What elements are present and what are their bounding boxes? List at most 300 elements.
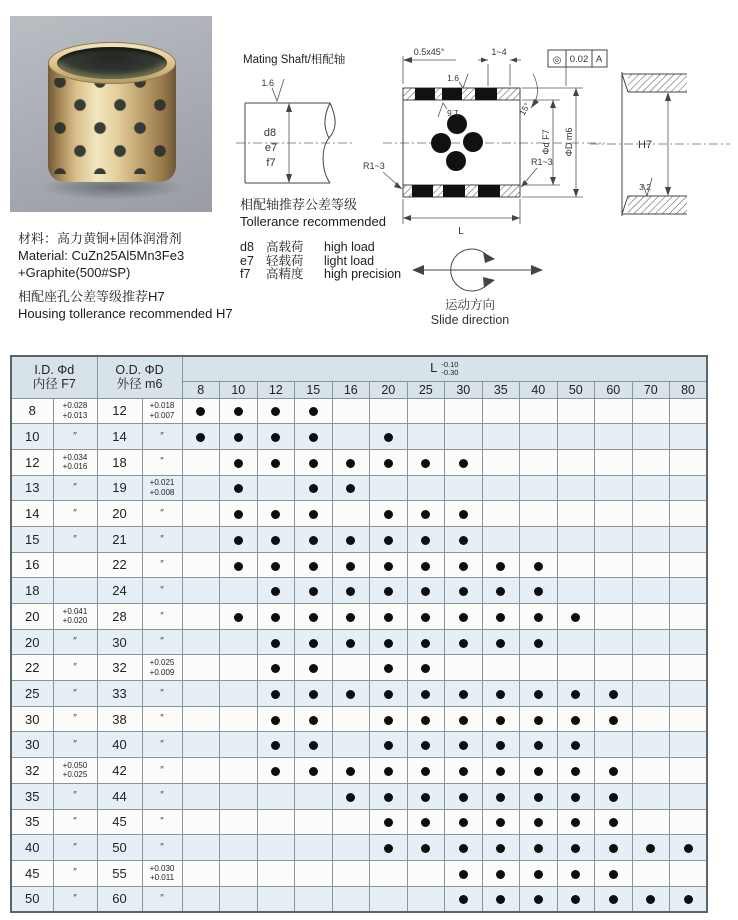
od-tol-cell: ″ <box>142 552 182 578</box>
availability-cell <box>220 681 258 707</box>
availability-cell <box>520 783 558 809</box>
availability-cell <box>407 860 445 886</box>
availability-cell <box>520 578 558 604</box>
od-cell: 21 <box>97 526 142 552</box>
availability-cell <box>557 732 595 758</box>
availability-cell <box>295 655 333 681</box>
id-tol-cell: ″ <box>53 809 97 835</box>
available-dot <box>309 484 318 493</box>
available-dot <box>534 767 543 776</box>
availability-cell <box>407 424 445 450</box>
availability-cell <box>332 475 370 501</box>
available-dot <box>421 587 430 596</box>
availability-cell <box>520 860 558 886</box>
available-dot <box>534 690 543 699</box>
id-cell: 15 <box>11 526 53 552</box>
length-header-cell: 40 <box>520 381 558 398</box>
availability-cell <box>557 475 595 501</box>
table-row <box>11 552 707 578</box>
availability-cell <box>632 835 670 861</box>
available-dot <box>271 510 280 519</box>
available-dot <box>346 536 355 545</box>
available-dot <box>459 767 468 776</box>
availability-cell <box>557 681 595 707</box>
length-column-header <box>182 356 707 381</box>
availability-cell <box>632 449 670 475</box>
availability-cell <box>557 424 595 450</box>
availability-cell <box>520 809 558 835</box>
available-dot <box>459 459 468 468</box>
available-dot <box>421 818 430 827</box>
available-dot <box>534 613 543 622</box>
availability-cell <box>482 604 520 630</box>
id-tol-cell: +0.041 +0.020 <box>53 604 97 630</box>
available-dot <box>496 793 505 802</box>
availability-cell <box>520 475 558 501</box>
table-row <box>11 860 707 886</box>
od-tol-cell: ″ <box>142 681 182 707</box>
available-dot <box>571 690 580 699</box>
availability-cell <box>557 809 595 835</box>
bushing-top-face <box>48 42 176 84</box>
available-dot <box>309 613 318 622</box>
table-row <box>11 732 707 758</box>
availability-cell <box>332 552 370 578</box>
availability-cell <box>670 681 708 707</box>
grade-en: high load <box>324 240 375 254</box>
availability-cell <box>482 629 520 655</box>
available-dot <box>271 716 280 725</box>
bore-dim-label: Φd F7 <box>541 129 551 155</box>
availability-cell <box>295 629 333 655</box>
id-cell: 35 <box>11 809 53 835</box>
availability-cell <box>257 398 295 424</box>
od-dim-label: ΦD m6 <box>564 127 574 157</box>
available-dot <box>196 433 205 442</box>
available-dot <box>496 767 505 776</box>
shaft-finish-icon: 1.6 <box>261 78 274 88</box>
availability-cell <box>295 552 333 578</box>
available-dot <box>234 613 243 622</box>
available-dot <box>646 895 655 904</box>
availability-cell <box>332 449 370 475</box>
available-dot <box>534 639 543 648</box>
availability-cell <box>332 681 370 707</box>
available-dot <box>609 844 618 853</box>
available-dot <box>459 613 468 622</box>
availability-cell <box>595 449 633 475</box>
availability-cell <box>370 732 408 758</box>
availability-cell <box>332 783 370 809</box>
availability-cell <box>182 552 220 578</box>
length-header-cell: 35 <box>482 381 520 398</box>
available-dot <box>496 741 505 750</box>
availability-cell <box>370 706 408 732</box>
availability-cell <box>445 501 483 527</box>
id-cell: 35 <box>11 783 53 809</box>
available-dot <box>384 536 393 545</box>
available-dot <box>271 664 280 673</box>
od-tol-cell: ″ <box>142 706 182 732</box>
available-dot <box>309 716 318 725</box>
availability-cell <box>332 398 370 424</box>
od-cell: 14 <box>97 424 142 450</box>
available-dot <box>571 716 580 725</box>
table-row <box>11 655 707 681</box>
availability-cell <box>182 398 220 424</box>
table-row <box>11 424 707 450</box>
availability-cell <box>445 783 483 809</box>
availability-cell <box>220 398 258 424</box>
available-dot <box>684 895 693 904</box>
availability-cell <box>182 809 220 835</box>
availability-cell <box>670 860 708 886</box>
housing-drawing-svg <box>590 38 738 253</box>
available-dot <box>309 664 318 673</box>
availability-cell <box>520 449 558 475</box>
availability-cell <box>670 758 708 784</box>
availability-cell <box>482 449 520 475</box>
availability-cell <box>295 706 333 732</box>
availability-cell <box>257 758 295 784</box>
available-dot <box>234 484 243 493</box>
available-dot <box>309 510 318 519</box>
availability-cell <box>370 886 408 912</box>
available-dot <box>609 818 618 827</box>
availability-cell <box>295 758 333 784</box>
available-dot <box>646 844 655 853</box>
availability-cell <box>332 886 370 912</box>
available-dot <box>309 407 318 416</box>
availability-cell <box>520 629 558 655</box>
availability-cell <box>295 835 333 861</box>
od-tol-cell: +0.030 +0.011 <box>142 860 182 886</box>
length-header-cell: 25 <box>407 381 445 398</box>
available-dot <box>384 793 393 802</box>
od-cell: 55 <box>97 860 142 886</box>
od-cell: 30 <box>97 629 142 655</box>
availability-cell <box>220 758 258 784</box>
availability-cell <box>332 732 370 758</box>
availability-cell <box>295 783 333 809</box>
id-tol-cell: ″ <box>53 655 97 681</box>
availability-cell <box>257 783 295 809</box>
available-dot <box>421 741 430 750</box>
grade-code: e7 <box>240 253 254 268</box>
grade-cn: 高精度 <box>266 267 304 281</box>
availability-cell <box>557 706 595 732</box>
availability-cell <box>220 809 258 835</box>
availability-cell <box>445 655 483 681</box>
available-dot <box>234 536 243 545</box>
length-header-cell: 16 <box>332 381 370 398</box>
available-dot <box>571 895 580 904</box>
available-dot <box>384 741 393 750</box>
length-header-cell: 30 <box>445 381 483 398</box>
availability-cell <box>182 835 220 861</box>
available-dot <box>534 818 543 827</box>
id-tol-cell: ″ <box>53 629 97 655</box>
available-dot <box>309 562 318 571</box>
available-dot <box>459 895 468 904</box>
length-header-cell: 12 <box>257 381 295 398</box>
availability-cell <box>182 449 220 475</box>
available-dot <box>346 587 355 596</box>
chamfer-dim: 0.5x45° <box>413 47 445 57</box>
availability-cell <box>632 578 670 604</box>
availability-cell <box>220 552 258 578</box>
available-dot <box>459 818 468 827</box>
od-cell: 32 <box>97 655 142 681</box>
length-header-cell: 60 <box>595 381 633 398</box>
available-dot <box>234 459 243 468</box>
available-dot <box>384 562 393 571</box>
od-cell: 42 <box>97 758 142 784</box>
availability-cell <box>445 398 483 424</box>
availability-cell <box>520 501 558 527</box>
od-column-header <box>97 356 182 398</box>
availability-cell <box>332 604 370 630</box>
available-dot <box>309 639 318 648</box>
table-row <box>11 501 707 527</box>
available-dot <box>309 536 318 545</box>
availability-cell <box>595 526 633 552</box>
available-dot <box>421 536 430 545</box>
length-tol-lower: -0.30 <box>441 368 459 378</box>
availability-cell <box>670 886 708 912</box>
available-dot <box>421 844 430 853</box>
availability-cell <box>370 526 408 552</box>
availability-cell <box>182 578 220 604</box>
od-tol-cell: ″ <box>142 732 182 758</box>
availability-cell <box>445 860 483 886</box>
availability-cell <box>520 886 558 912</box>
availability-cell <box>482 758 520 784</box>
od-tol-cell: ″ <box>142 783 182 809</box>
availability-cell <box>220 629 258 655</box>
availability-cell <box>445 578 483 604</box>
table-row <box>11 835 707 861</box>
slide-direction-cn: 运动方向 <box>444 298 496 312</box>
id-tol-cell: ″ <box>53 526 97 552</box>
available-dot <box>534 895 543 904</box>
availability-cell <box>595 783 633 809</box>
availability-cell <box>370 783 408 809</box>
availability-cell <box>407 706 445 732</box>
availability-cell <box>332 629 370 655</box>
availability-cell <box>670 629 708 655</box>
available-dot <box>571 793 580 802</box>
length-dim-label: L <box>458 226 464 237</box>
availability-cell <box>670 526 708 552</box>
availability-cell <box>370 681 408 707</box>
availability-cell <box>407 552 445 578</box>
mating-shaft-title: Mating Shaft/相配轴 <box>243 54 346 66</box>
available-dot <box>421 613 430 622</box>
id-cell: 18 <box>11 578 53 604</box>
id-header-line1: I.D. Φd <box>34 363 75 378</box>
availability-cell <box>595 758 633 784</box>
availability-cell <box>257 578 295 604</box>
available-dot <box>346 459 355 468</box>
size-table-body <box>11 398 707 912</box>
availability-cell <box>182 501 220 527</box>
table-row <box>11 681 707 707</box>
availability-cell <box>332 526 370 552</box>
id-tol-cell: +0.050 +0.025 <box>53 758 97 784</box>
availability-cell <box>557 552 595 578</box>
availability-cell <box>482 526 520 552</box>
availability-cell <box>520 655 558 681</box>
availability-cell <box>520 681 558 707</box>
availability-cell <box>595 655 633 681</box>
availability-cell <box>595 629 633 655</box>
availability-cell <box>182 475 220 501</box>
available-dot <box>384 767 393 776</box>
availability-cell <box>557 526 595 552</box>
housing-recommend-cn: 相配座孔公差等级推荐H7 <box>18 289 165 304</box>
availability-cell <box>595 398 633 424</box>
availability-cell <box>670 835 708 861</box>
availability-cell <box>595 732 633 758</box>
bushing-section-svg <box>355 38 620 238</box>
available-dot <box>496 690 505 699</box>
id-header-line2: 内径 F7 <box>32 377 76 392</box>
available-dot <box>609 895 618 904</box>
available-dot <box>534 870 543 879</box>
available-dot <box>421 562 430 571</box>
availability-cell <box>520 526 558 552</box>
availability-cell <box>182 526 220 552</box>
availability-cell <box>670 449 708 475</box>
availability-cell <box>445 629 483 655</box>
availability-cell <box>295 604 333 630</box>
od-cell: 33 <box>97 681 142 707</box>
availability-cell <box>220 835 258 861</box>
availability-cell <box>295 860 333 886</box>
available-dot <box>309 690 318 699</box>
availability-cell <box>370 475 408 501</box>
available-dot <box>234 407 243 416</box>
available-dot <box>459 870 468 879</box>
availability-cell <box>557 758 595 784</box>
available-dot <box>346 767 355 776</box>
availability-cell <box>632 629 670 655</box>
availability-cell <box>407 398 445 424</box>
availability-cell <box>520 398 558 424</box>
availability-cell <box>482 835 520 861</box>
availability-cell <box>557 886 595 912</box>
availability-cell <box>257 809 295 835</box>
availability-cell <box>257 860 295 886</box>
length-header-cell: 50 <box>557 381 595 398</box>
od-tol-cell: ″ <box>142 449 182 475</box>
availability-cell <box>332 501 370 527</box>
available-dot <box>271 407 280 416</box>
availability-cell <box>407 809 445 835</box>
availability-cell <box>332 424 370 450</box>
available-dot <box>421 639 430 648</box>
id-cell: 13 <box>11 475 53 501</box>
grade-code: f7 <box>240 267 251 281</box>
available-dot <box>271 536 280 545</box>
length-header-cell: 20 <box>370 381 408 398</box>
availability-cell <box>182 681 220 707</box>
availability-cell <box>557 629 595 655</box>
availability-cell <box>595 860 633 886</box>
available-dot <box>459 587 468 596</box>
availability-cell <box>220 886 258 912</box>
availability-cell <box>295 809 333 835</box>
availability-cell <box>520 552 558 578</box>
availability-cell <box>482 681 520 707</box>
id-cell: 8 <box>11 398 53 424</box>
table-row <box>11 783 707 809</box>
availability-cell <box>520 732 558 758</box>
shaft-grades-list <box>240 241 401 282</box>
od-tol-cell: ″ <box>142 604 182 630</box>
availability-cell <box>407 526 445 552</box>
availability-cell <box>595 809 633 835</box>
table-row <box>11 629 707 655</box>
shaft-drawing-svg <box>236 76 371 194</box>
availability-cell <box>670 398 708 424</box>
id-tol-cell: ″ <box>53 706 97 732</box>
availability-cell <box>182 604 220 630</box>
available-dot <box>459 536 468 545</box>
availability-cell <box>182 732 220 758</box>
availability-cell <box>632 501 670 527</box>
available-dot <box>384 639 393 648</box>
available-dot <box>496 818 505 827</box>
od-tol-cell: ″ <box>142 501 182 527</box>
id-cell: 25 <box>11 681 53 707</box>
available-dot <box>309 767 318 776</box>
available-dot <box>271 639 280 648</box>
availability-cell <box>595 552 633 578</box>
available-dot <box>271 587 280 596</box>
availability-cell <box>482 886 520 912</box>
id-tol-cell: ″ <box>53 886 97 912</box>
availability-cell <box>670 475 708 501</box>
od-cell: 28 <box>97 604 142 630</box>
availability-cell <box>632 706 670 732</box>
availability-cell <box>370 604 408 630</box>
availability-cell <box>257 886 295 912</box>
availability-cell <box>407 732 445 758</box>
availability-cell <box>370 655 408 681</box>
availability-cell <box>482 501 520 527</box>
housing-finish: 3.2 <box>639 182 651 192</box>
available-dot <box>534 562 543 571</box>
id-tol-cell <box>53 552 97 578</box>
availability-cell <box>520 758 558 784</box>
availability-cell <box>220 706 258 732</box>
available-dot <box>309 587 318 596</box>
shaft-dim-d8: d8 <box>263 127 277 139</box>
available-dot <box>459 562 468 571</box>
availability-cell <box>220 655 258 681</box>
availability-cell <box>632 732 670 758</box>
availability-cell <box>407 681 445 707</box>
available-dot <box>309 433 318 442</box>
available-dot <box>271 613 280 622</box>
id-cell: 30 <box>11 732 53 758</box>
availability-cell <box>220 501 258 527</box>
available-dot <box>421 664 430 673</box>
availability-cell <box>445 681 483 707</box>
housing-recommend-block <box>18 288 233 322</box>
